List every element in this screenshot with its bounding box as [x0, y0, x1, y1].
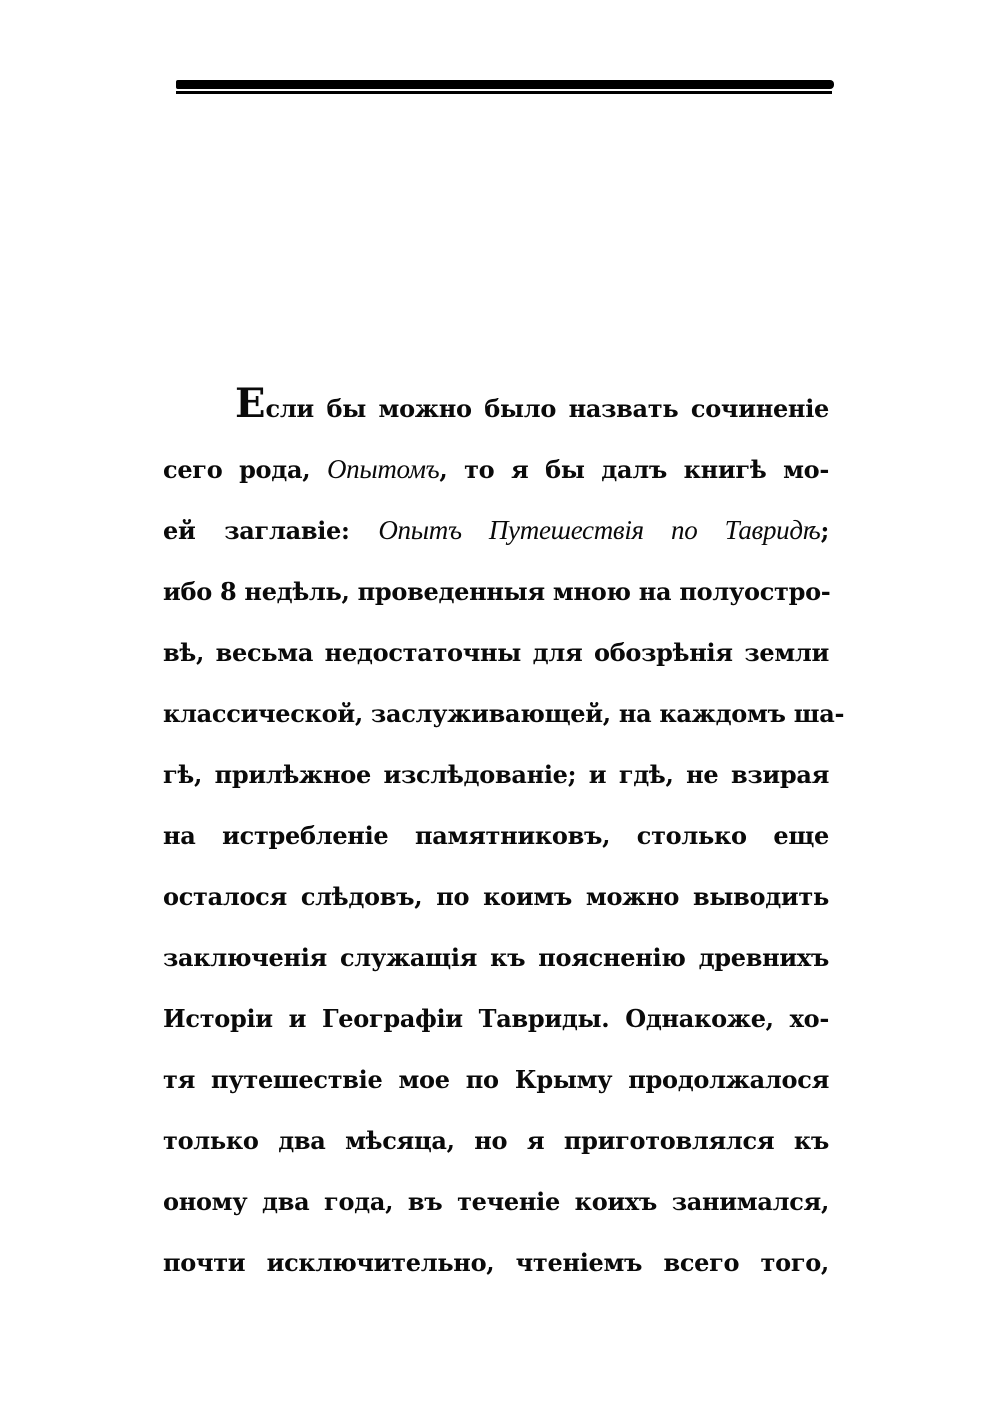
text-run: ей заглавіе:: [163, 516, 379, 545]
text-line: ибо 8 недѣль, проведенныя мною на полуостро-: [163, 577, 831, 606]
header-rule-thick: [176, 80, 834, 89]
italic-title-run: Опытомъ: [326, 454, 440, 484]
text-line: Исторіи и Географіи Тавриды. Однакоже, хо-: [163, 1004, 829, 1033]
text-line: заключенія служащія къ поясненію древнихъ: [163, 943, 829, 972]
text-run: ;: [820, 516, 829, 545]
text-run: сли бы можно было назвать сочиненіе: [265, 394, 829, 423]
text-line: гѣ, прилѣжное изслѣдованіе; и гдѣ, не взирая: [163, 760, 829, 789]
text-line: [163, 500, 829, 561]
header-rule-thin: [176, 91, 832, 94]
text-line: [163, 378, 829, 439]
text-line: осталося слѣдовъ, по коимъ можно выводить: [163, 882, 829, 911]
paragraph: [163, 378, 845, 1293]
text-line: вѣ, весьма недостаточны для обозрѣнія земли: [163, 638, 829, 667]
text-line: оному два года, въ теченіе коихъ занимался,: [163, 1187, 829, 1216]
text-run: сего рода,: [163, 455, 327, 484]
text-run: , то я бы далъ книгѣ мо-: [439, 455, 829, 484]
text-line: классической, заслуживающей, на каждомъ ша-: [163, 699, 845, 728]
text-line: тя путешествіе мое по Крыму продолжалося: [163, 1065, 829, 1094]
text-line: на истребленіе памятниковъ, столько еще: [163, 821, 829, 850]
text-line: почти исключительно, чтеніемъ всего того,: [163, 1248, 829, 1277]
text-line: только два мѣсяца, но я приготовлялся къ: [163, 1126, 829, 1155]
italic-title-run: Опытъ Путешествія по Тавридѣ: [378, 515, 821, 545]
text-line: [163, 439, 829, 500]
drop-cap: Е: [235, 380, 266, 427]
